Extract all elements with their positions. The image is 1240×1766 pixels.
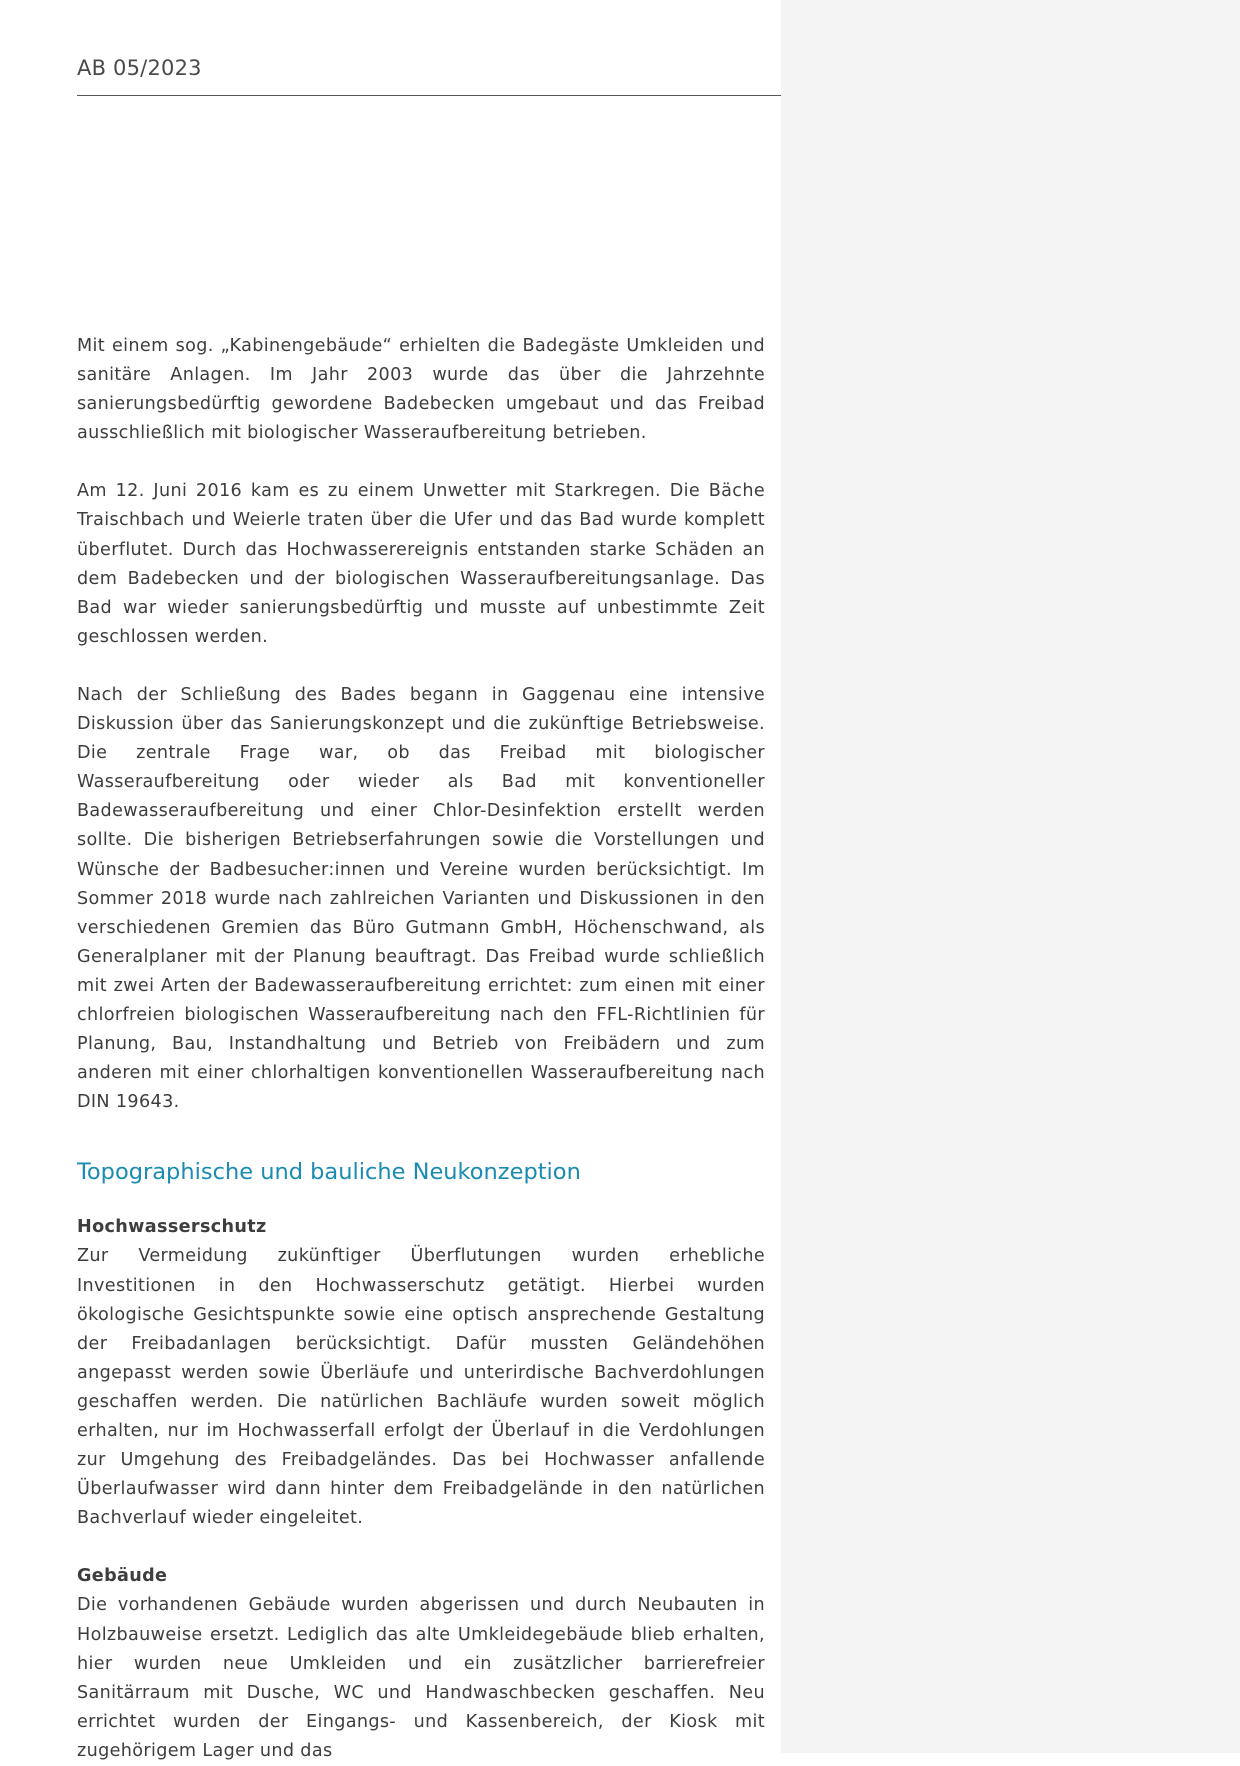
- side-margin-panel: [781, 0, 1240, 1753]
- article-body: [77, 332, 765, 1766]
- issue-label: AB 05/2023: [77, 56, 202, 80]
- paragraph-sanierungskonzept: Nach der Schließung des Bades begann in Gaggenau eine intensive Diskussion über das Sanierungskonzept und die zukünftige Betriebsweise. Die zentrale Frage war, ob das Freibad mit biologischer Wasseraufbereitung oder wieder als Bad mit konventioneller Badewasseraufbereitung und einer Chlor-Desinfektion erstellt werden sollte. Die bisherigen Betriebserfahrungen sowie die Vorstellungen und Wünsche der Badbesucher:innen und Vereine wurden berücksichtigt. Im Sommer 2018 wurde nach zahlreichen Varianten und Diskussionen in den verschiedenen Gremien das Büro Gutmann GmbH, Höchenschwand, als Generalplaner mit der Planung beauftragt. Das Freibad wurde schließlich mit zwei Arten der Badewasseraufbereitung errichtet: zum einen mit einer chlorfreien biologischen Wasseraufbereitung nach den FFL-Richtlinien für Planung, Bau, Instandhaltung und Betrieb von Freibädern und zum anderen mit einer chlorhaltigen konventionellen Wasseraufbereitung nach DIN 19643.: [77, 684, 765, 1113]
- subheading-gebaeude: Gebäude: [77, 1566, 168, 1587]
- paragraph-hochwasserschutz: Zur Vermeidung zukünftiger Überflutungen wurden erhebliche Investitionen in den Hochwasserschutz getätigt. Hierbei wurden ökologische Gesichtspunkte sowie eine optisch ansprechende Gestaltung der Freibadanlagen berücksichtigt. Dafür mussten Geländehöhen angepasst werden sowie Überläufe und unterirdische Bachverdohlungen geschaffen werden. Die natürlichen Bachläufe wurden soweit möglich erhalten, nur im Hochwasserfall erfolgt der Überlauf in die Verdohlungen zur Umgehung des Freibadgeländes. Das bei Hochwasser anfallende Überlaufwasser wird dann hinter dem Freibadgelände in den natürlichen Bachverlauf wieder eingeleitet.: [77, 1246, 765, 1529]
- section-title: Topographische und bauliche Neukonzeption: [77, 1159, 581, 1186]
- paragraph-gebaeude: Die vorhandenen Gebäude wurden abgerissen und durch Neubauten in Holzbauweise ersetzt. Lediglich das alte Umkleidegebäude blieb erhalten, hier wurden neue Umkleiden und ein zusätzlicher barrierefreier Sanitärraum mit Dusche, WC und Handwaschbecken geschaffen. Neu errichtet wurden der Eingangs- und Kassenbereich, der Kiosk mit zugehörigem Lager und das: [77, 1595, 765, 1761]
- subheading-hochwasserschutz: Hochwasserschutz: [77, 1217, 267, 1238]
- paragraph-kabinengebaeude: Mit einem sog. „Kabinengebäude“ erhielten die Badegäste Umkleiden und sanitäre Anlagen. Im Jahr 2003 wurde das über die Jahrzehnte sanierungsbedürftig gewordene Badebecken umgebaut und das Freibad ausschließlich mit biologischer Wasseraufbereitung betrieben.: [77, 336, 765, 444]
- paragraph-unwetter: Am 12. Juni 2016 kam es zu einem Unwetter mit Starkregen. Die Bäche Traischbach und Weierle traten über die Ufer und das Bad wurde komplett überflutet. Durch das Hochwasserereignis entstanden starke Schäden an dem Badebecken und der biologischen Wasseraufbereitungsanlage. Das Bad war wieder sanierungsbedürftig und musste auf unbestimmte Zeit geschlossen werden.: [77, 481, 765, 647]
- header-divider: [77, 95, 781, 96]
